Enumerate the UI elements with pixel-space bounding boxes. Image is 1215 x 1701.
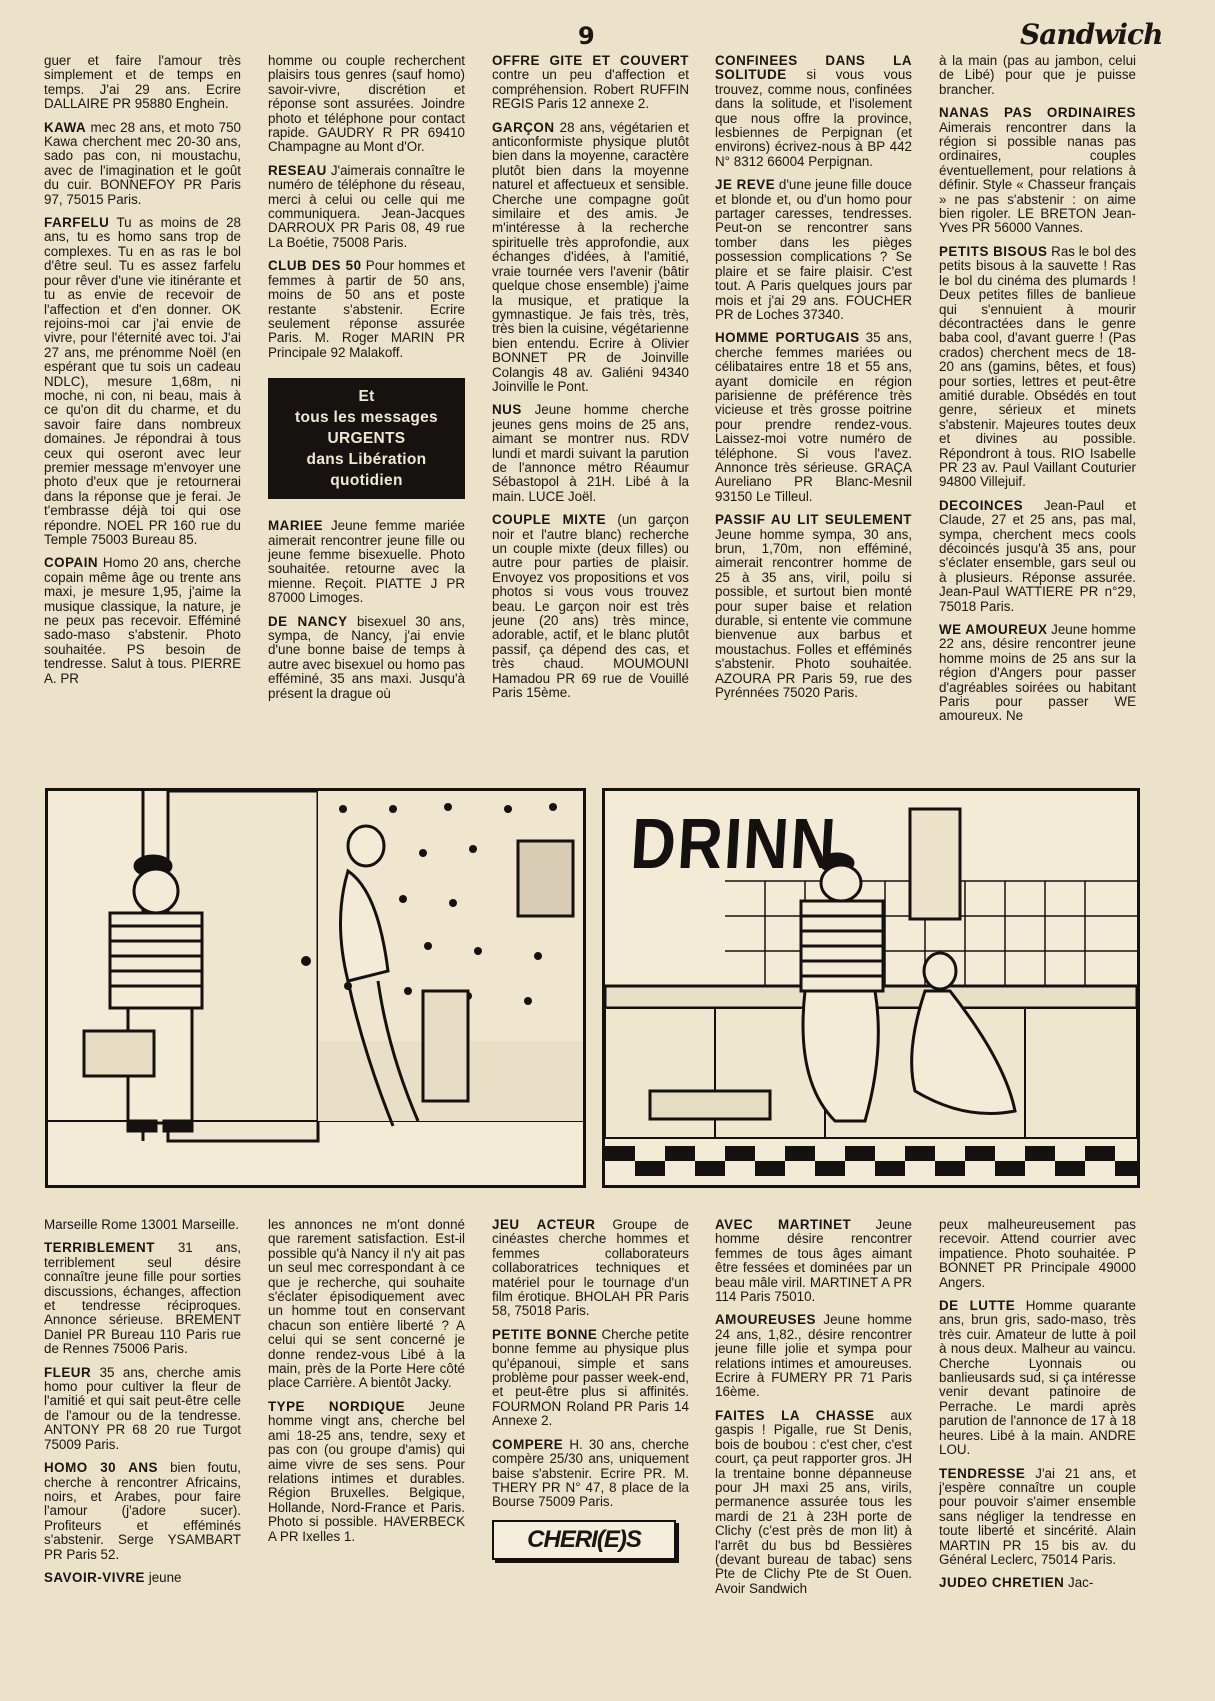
ad-text: Jeune homme désire rencontrer femmes de tous âges aimant être fessées et dominées par un beau mâle viril. MARTINET A PR 114 Paris 75010. (715, 1218, 912, 1305)
column-2-part-b (268, 519, 465, 701)
ad-keyword: FLEUR (44, 1364, 92, 1380)
column-2-bottom-part (268, 1218, 465, 1544)
box-line: URGENTS (327, 430, 406, 448)
box-line: tous les messages (295, 409, 438, 427)
classified-ad (715, 178, 912, 322)
box-line: Et (358, 388, 375, 406)
ad-text: 35 ans, cherche femmes mariées ou célibataires entre 18 et 55 ans, ayant domicile en région parisienne de préférence très vicieuse et très grosse poitrine pour prendre rendez-vous. Laissez-moi votre numéro de téléphone. Si vous l'avez. Annonce très sérieuse. GRAÇA Aureliano PR Blanc-Mesnil 93150 Le Tilleul. (715, 330, 912, 504)
ad-keyword: DE LUTTE (939, 1298, 1016, 1314)
ad-text: Cherche petite bonne femme au physique plus qu'épanoui, simple et sans problème pour passer week-end, et peut-être plus si affinités. FOURMON Roland PR Paris 14 Annexe 2. (492, 1326, 689, 1429)
column-3-bottom-part (492, 1218, 689, 1510)
classified-ad (939, 245, 1136, 490)
classified-ad (939, 106, 1136, 236)
ad-text: bisexuel 30 ans, sympa, de Nancy, j'ai envie d'une bonne baise de temps à autre avec bisexuel ou homo pas efféminé, 35 ans maxi. Jusqu'à présent la drague où (268, 613, 465, 701)
classified-ad (939, 499, 1136, 614)
ad-text: 31 ans, terriblement seul désire connaître jeune fille pour sorties discussions, échanges, affection et tendresse réciproques. Annonce sérieuse. BREMENT Daniel PR Bureau 110 Paris rue de Rennes 75006 Paris. (44, 1240, 241, 1357)
ad-text: Homo 20 ans, cherche copain même âge ou trente ans maxi, je mesure 1,95, j'aime la musique classique, la nature, je ne peux pas recevoir. Efféminé sado-maso s'abstenir. Photo souhaitée. PS besoin de tendresse. Salut à tous. PIERRE A. PR (44, 555, 241, 686)
ad-text: aux gaspis ! Pigalle, rue St Denis, bois de boubou : c'est cher, c'est court, ça peut rapporter gros. JH la trentaine bonne dépanneuse pour JH maxi 25 ans, virils, permanence assurée tous les mardi de 21 à 23H porte de Clichy (c'est près de mon lit) à l'arrêt du bus bd Bessières (devant bureau de tabac) sens Pte de Clichy Pte de St Ouen. Avoir Sandwich (715, 1407, 912, 1596)
classified-ad (939, 54, 1136, 97)
top-column-1 (44, 54, 241, 766)
ad-keyword: SAVOIR-VIVRE (44, 1569, 145, 1585)
ad-keyword: DE NANCY (268, 613, 348, 629)
classified-ad (939, 1576, 1136, 1590)
ad-keyword: PETITE BONNE (492, 1326, 598, 1342)
ad-text: guer et faire l'amour très simplement et de temps en temps. J'ai 29 ans. Ecrire DALLAIRE PR 95880 Enghein. (44, 54, 241, 112)
ad-text: les annonces ne m'ont donné que rarement satisfaction. Est-il possible qu'à Nancy il n'y ait pas un seul mec correspondant à ce que je recherche, qui souhaite s'éclater épisodiquement avec un homme tout en conservant chacun son entière liberté ? A celui qui se sent concerné je donne rendez-vous Libé à la main, près de la Porte Here côté place Carrière. A bientôt Jacky. (268, 1218, 465, 1391)
ad-text: si vous vous trouvez, comme nous, confinées dans la solitude, et l'isolement que nous offre la province, lesbiennes de Perpignan (et environs) écrivez-nous à BP 442 N° 8312 66004 Perpignan. (715, 67, 912, 169)
comic-panel-left (45, 788, 586, 1188)
classified-ad (492, 513, 689, 700)
classified-ad (44, 1461, 241, 1562)
classified-ad (939, 1467, 1136, 1568)
classified-ad (44, 121, 241, 207)
classified-ad (492, 1218, 689, 1319)
ad-keyword: COMPERE (492, 1436, 564, 1452)
ad-text: H. 30 ans, cherche compère 25/30 ans, uniquement baise s'abstenir. Ecrire PR. M. THERY PR N° 47, 8 place de la Bourse 75009 Paris. (492, 1436, 689, 1510)
classified-ad (715, 331, 912, 504)
ad-keyword: HOMME PORTUGAIS (715, 330, 860, 346)
ad-text: Jeune homme 24 ans, 1,82., désire rencontrer jeune fille jolie et sympa pour relations intimes et amoureuses. Ecrire à FUMERY PR 71 Paris 16ème. (715, 1312, 912, 1400)
classified-ad (715, 1218, 912, 1304)
top-column-5 (939, 54, 1136, 766)
ad-text: Ras le bol des petits bisous à la sauvette ! Ras le bol du cinéma des plumards ! Deux petites filles de banlieue qui s'ennuient à mourir décontractées dans le genre baba cool, d'avant guerre ! (Pas crados) cherchent mecs de 18-20 ans (gamins, bêtes, et fous) pour sorties, lettres et peut-être amitié durable. Obsédés en tout genre, sérieux et minets s'abstenir. Majeures toutes deux et divines au possible. Répondront à tous. RIO Isabelle PR 23 av. Paul Vaillant Couturier 94800 Villejuif. (939, 243, 1136, 490)
masthead-logo: Sandwich (1020, 18, 1163, 51)
ad-keyword: WE AMOUREUX (939, 622, 1048, 638)
classified-ad (492, 54, 689, 112)
ad-text: Jeune homme cherche jeunes gens moins de 25 ans, aimant se montrer nus. RDV lundi et mardi suivant la parution de l'annonce métro Réaumur Sébastopol à 21H. Libé à la main. LUCE Joël. (492, 402, 689, 504)
ad-keyword: PETITS BISOUS (939, 243, 1048, 259)
classified-ad (715, 1313, 912, 1399)
classified-ad (268, 1218, 465, 1391)
ad-text: contre un peu d'affection et compréhension. Robert RUFFIN REGIS Paris 12 annexe 2. (492, 67, 689, 112)
bottom-column-4 (715, 1218, 912, 1683)
ad-text: d'une jeune fille douce et blonde et, ou d'un homo pour partager caresses, tendresses. Peut-on se rencontrer sans tomber dans les pièges possession complications ? Se plaire et se faire plaisir. C'est tout. A Paris quelques jours par mois et j'ai 29 ans. FOUCHER PR de Loches 37340. (715, 177, 912, 322)
ad-text: (un garçon noir et l'autre blanc) recherche un couple mixte (deux filles) ou autre pour parties de plaisir. Envoyez vos propositions et vos photos si vous vous trouvez beau. Le garçon noir est très jeune (20 ans) très mince, adorable, actif, et le blanc plutôt passif, ça dépend des cas, et très chaud. MOUMOUNI Hamadou PR 69 rue de Vouillé Paris 15ème. (492, 512, 689, 701)
ad-keyword: CONFINEES DANS LA SOLITUDE (715, 54, 912, 83)
classified-ad (268, 164, 465, 250)
ad-text: 28 ans, végétarien et anticonformiste physique plutôt bien dans la moyenne, caractère plutôt bien dans la moyenne naturel et affectueux et sensible. Cherche une compagne goût similaire et des amis. Je m'intéresse à la recherche spirituelle très approfondie, aux échanges d'idées, à l'amitié, vraie tournée vers l'avenir (bâtir quelque chose ensemble) j'aime la musique, et pratique la gymnastique. Je fais très, très, très bien la cuisine, végétarienne bien entendu. Ecrire à Olivier BONNET PR de Joinville Colangis 48 av. Galiéni 94340 Joinville le Pont. (492, 119, 689, 394)
ad-keyword: AMOUREUSES (715, 1312, 816, 1328)
classified-ad (44, 1241, 241, 1356)
ad-text: bien foutu, cherche à rencontrer Africains, noirs, et Arabes, pour faire l'amour (j'adore sucer). Profiteurs et efféminés s'abstenir. Serge YSAMBART PR Paris 52. (44, 1460, 241, 1562)
ad-keyword: NUS (492, 402, 522, 418)
ad-keyword: PASSIF AU LIT SEULEMENT (715, 512, 912, 528)
ad-keyword: DECOINCES (939, 497, 1024, 513)
box-line: quotidien (330, 472, 403, 490)
bottom-column-2 (268, 1218, 465, 1683)
ad-text: à la main (pas au jambon, celui de Libé) pour que je puisse brancher. (939, 54, 1136, 97)
classified-ad (715, 1409, 912, 1596)
ad-keyword: FARFELU (44, 215, 110, 231)
classified-ad (44, 1571, 241, 1585)
classified-ad (939, 623, 1136, 724)
comic-illustration-door (48, 791, 583, 1185)
classified-ad (268, 615, 465, 701)
ad-text: Jean-Paul et Claude, 27 et 25 ans, pas mal, sympa, cherchent mecs cools décoincés jusqu'à 35 ans, pour s'éclater ensemble, gars seul ou à plusieurs. Réponse assurée. Jean-Paul WATTIERE PR n°29, 75018 Paris. (939, 497, 1136, 614)
ad-keyword: COUPLE MIXTE (492, 512, 607, 528)
ad-text: mec 28 ans, et moto 750 Kawa cherchent mec 20-30 ans, sado pas con, ni moustachu, avec de l'imagination et le goût du cuir. BONNEFOY PR Paris 97, 75015 Paris. (44, 119, 241, 207)
classified-ad (268, 54, 465, 155)
ad-text: Groupe de cinéastes cherche hommes et femmes collaborateurs collaboratrices techniques et matériel pour le tournage d'un film érotique. BHOLAH PR Paris 58, 75018 Paris. (492, 1218, 689, 1319)
ad-keyword: JE REVE (715, 177, 776, 193)
ad-text: homme ou couple recherchent plaisirs tous genres (sauf homo) savoir-vivre, discrétion et réponse sont assurées. Joindre photo et téléphone pour contact rapide. GAUDRY R PR 69410 Champagne au Mont d'Or. (268, 54, 465, 155)
top-column-4 (715, 54, 912, 766)
ad-text: Tu as moins de 28 ans, tu es homo sans trop de complexes. Tu en as ras le bol d'être seul. Tu es assez farfelu pour rêver d'une vie itinérante et tu as envie de recevoir de l'affection et d'en donner. OK rejoins-moi car j'ai envie de vivre, pour l'éternité avec toi. J'ai 27 ans, me prénomme Noël (en espérant que tu sois un cadeau NDLC), mesure 1,68m, ni moche, ni con, ni beau, mais à ce qu'on dit du charme, et du savoir faire dans nombreux domaines. Je répondrai à tous ceux qui oseront avec leur premier message m'envoyer une photo d'eux que je retournerai dans la réponse que je ferai. Je t'embrasse déjà toi qui ose répondre. NOEL PR 160 rue du Temple 75003 Bureau 85. (44, 215, 241, 547)
ad-text: Aimerais rencontrer dans la région si possible nanas pas ordinaires, couples éventuellement, pour relations à définir. Style « Chasseur français » ne pas s'abstenir : on aime bien rigoler. LE BRETON Jean-Yves PR 56000 Vannes. (939, 119, 1136, 236)
top-column-2 (268, 54, 465, 766)
column-2-part-a (268, 54, 465, 360)
ad-text: J'ai 21 ans, et j'espère connaître un couple pour pouvoir s'aimer ensemble sans négliger la tendresse en toute liberté et sincérité. Alain MARTIN PR 15 bis av. du Général Leclerc, 75014 Paris. (939, 1465, 1136, 1567)
ad-text: Jeune homme 22 ans, désire rencontrer jeune homme moins de 25 ans sur la région d'Angers pour passer d'agréables soirées ou habitant Paris pour passer WE amoureux. Ne (939, 622, 1136, 724)
ad-keyword: JUDEO CHRETIEN (939, 1575, 1065, 1591)
classified-ad (492, 121, 689, 395)
classified-ad (268, 259, 465, 360)
ad-text: jeune (145, 1569, 182, 1585)
ad-keyword: JEU ACTEUR (492, 1218, 596, 1232)
ad-keyword: RESEAU (268, 162, 327, 178)
classified-ad (44, 1366, 241, 1452)
ad-text: Homme quarante ans, brun gris, sado-maso, très très cuir. Amateur de lutte à poil à nous deux. Malheur au vaincu. Cherche Lyonnais ou banlieusards sud, si ça intéresse venir devant patinoire de Perrache. Le mardi après parution de l'annonce de 17 à 18 heures. Libé à la main. ANDRE LOU. (939, 1298, 1136, 1458)
ad-keyword: KAWA (44, 119, 87, 135)
bottom-column-1 (44, 1218, 241, 1683)
classified-ad (492, 1438, 689, 1510)
classified-ad (268, 519, 465, 605)
urgent-messages-box (268, 378, 465, 499)
classified-ad (44, 216, 241, 547)
bottom-column-5 (939, 1218, 1136, 1683)
cheries-section-label: CHERI(E)S (492, 1520, 676, 1560)
ad-keyword: FAITES LA CHASSE (715, 1407, 875, 1423)
classified-ad (268, 1400, 465, 1544)
ad-keyword: NANAS PAS ORDINAIRES (939, 105, 1136, 121)
classified-ad (492, 403, 689, 504)
classified-ad (715, 513, 912, 700)
classified-ad (44, 556, 241, 686)
ad-text: Pour hommes et femmes à partir de 50 ans, moins de 50 ans et poste restante s'abstenir. Ecrire seulement réponse assurée Paris. M. Roger MARIN PR Principale 92 Malakoff. (268, 258, 465, 360)
ad-keyword: TYPE NORDIQUE (268, 1398, 406, 1414)
comic-panel-right (602, 788, 1140, 1188)
ad-text: J'aimerais connaître le numéro de téléphone du réseau, merci à celui ou celle qui me communiquera. Jean-Jacques DARROUX PR Paris 08, 49 rue La Boétie, 75008 Paris. (268, 162, 465, 250)
classified-ad (44, 54, 241, 112)
ad-text: Jeune homme vingt ans, cherche bel ami 18-25 ans, tendre, sexy et pas con (ou groupe d'amis) qui aime vivre de ses sens. Pour relations intimes et durables. Région Bruxelles. Belgique, Hollande, Nord-France et Paris. Photo si possible. HAVERBECK A PR Ixelles 1. (268, 1398, 465, 1544)
ad-keyword: TERRIBLEMENT (44, 1240, 155, 1256)
ad-text: 35 ans, cherche amis homo pour cultiver la fleur de l'amitié et qui sait peut-être celle de l'amour ou de la tendresse. ANTONY PR 68 20 rue Turgot 75009 Paris. (44, 1364, 241, 1452)
box-line: dans Libération (306, 451, 427, 469)
classified-ad (492, 1328, 689, 1429)
ad-text: Jac- (1064, 1575, 1094, 1591)
ad-keyword: AVEC MARTINET (715, 1218, 852, 1232)
ad-text: peux malheureusement pas recevoir. Attend courrier avec impatience. Photo souhaitée. P BONNET PR Principale 49000 Angers. (939, 1218, 1136, 1290)
ad-text: Jeune femme mariée aimerait rencontrer jeune fille ou jeune femme bisexuelle. Photo souhaitée. retourne avec la mienne. Reçoit. PIATTE J PR 87000 Limoges. (268, 518, 465, 606)
classified-ad (44, 1218, 241, 1232)
ad-keyword: OFFRE GITE ET COUVERT (492, 54, 689, 68)
classified-ad (939, 1299, 1136, 1457)
page-number: 9 (578, 22, 595, 50)
ad-keyword: COPAIN (44, 555, 99, 571)
ad-keyword: CLUB DES 50 (268, 258, 362, 274)
ad-keyword: HOMO 30 ANS (44, 1460, 158, 1476)
ad-keyword: GARÇON (492, 119, 555, 135)
ad-keyword: TENDRESSE (939, 1465, 1026, 1481)
ad-keyword: MARIEE (268, 518, 324, 534)
ad-text: Marseille Rome 13001 Marseille. (44, 1218, 239, 1232)
top-column-3 (492, 54, 689, 766)
comic-sound-effect: DRINN (628, 804, 840, 885)
classified-ad (939, 1218, 1136, 1290)
classified-ad (715, 54, 912, 169)
bottom-column-3 (492, 1218, 689, 1683)
ad-text: Jeune homme sympa, 30 ans, brun, 1,70m, non efféminé, aimerait rencontrer homme de 25 à 35 ans, viril, poilu si possible, et surtout bien monté pour super baise et relation durable, si entente vie commune bienvenue aux barbus et moustachus. Folles et efféminés s'abstenir. Photo souhaitée. AZOURA PR Paris 59, rue des Pyrénnées 75020 Paris. (715, 526, 912, 701)
